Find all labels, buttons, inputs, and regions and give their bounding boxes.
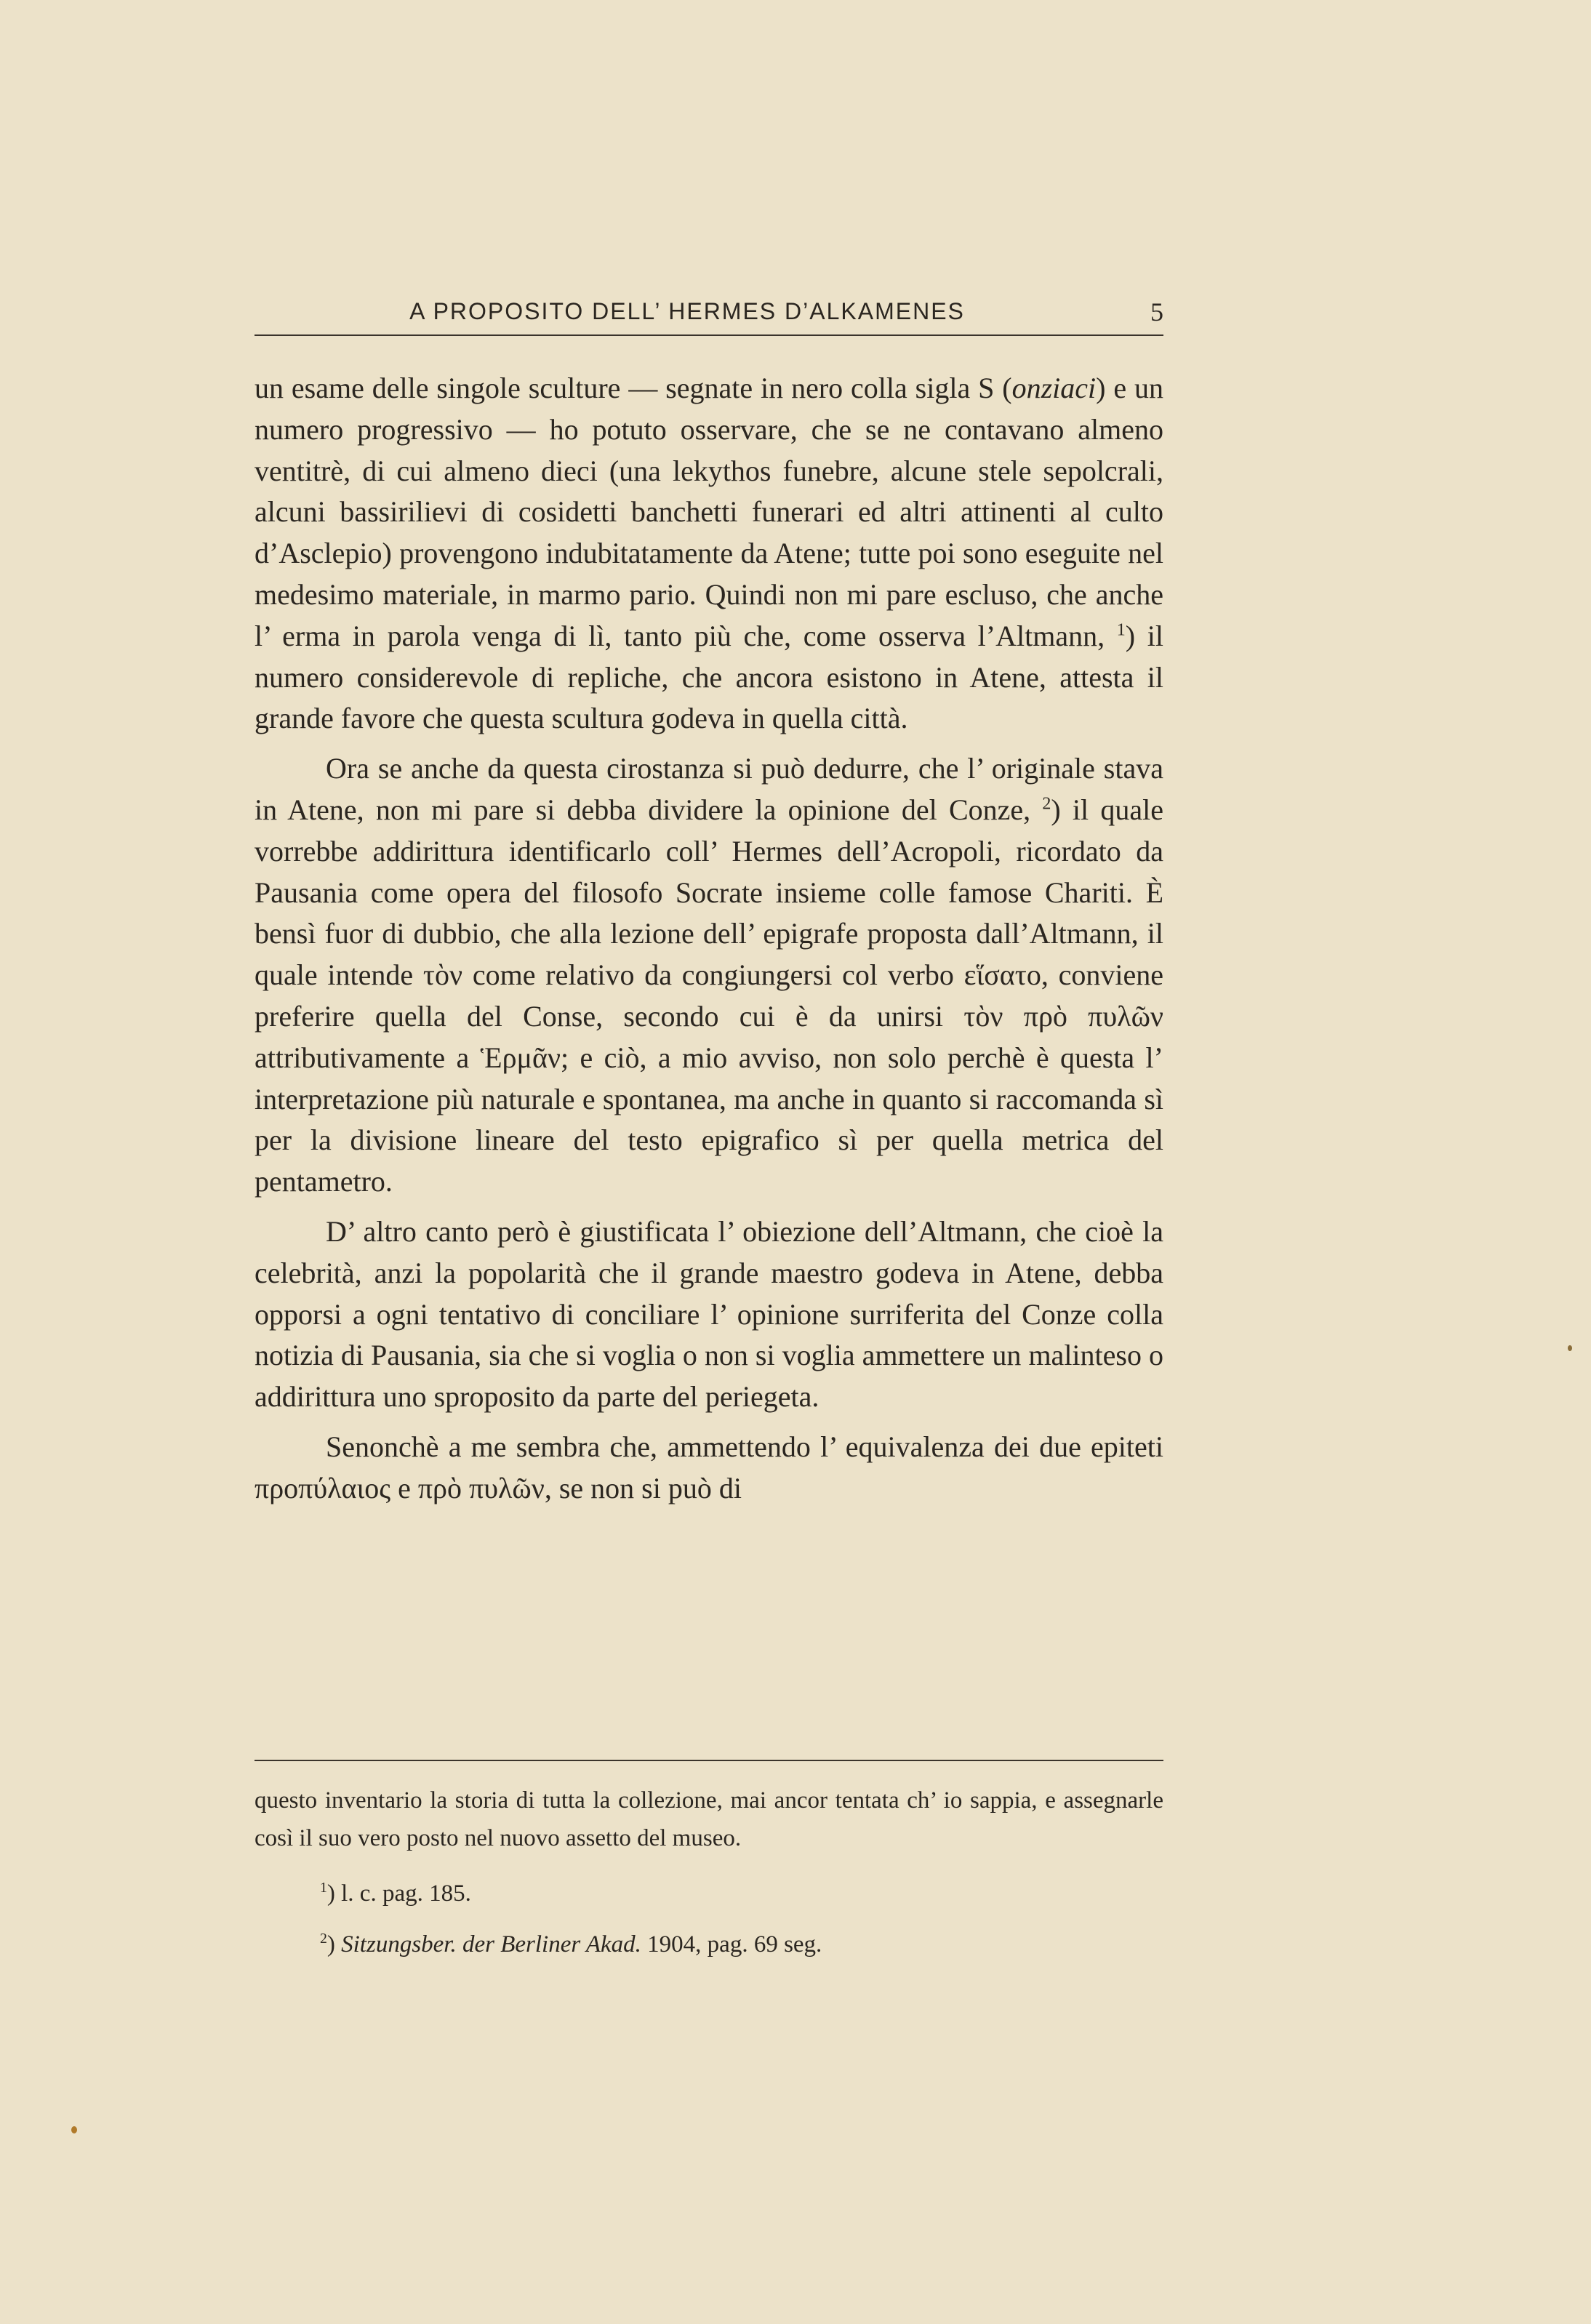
footnote-list xyxy=(255,1878,1163,1960)
text-run: Ora se anche da questa cirostanza si può dedurre, che l’ originale stava in Atene, non mi pare si debba dividere la opinione del Conze, xyxy=(255,752,1163,826)
paper-spot xyxy=(71,2126,77,2133)
main-text xyxy=(255,368,1163,1510)
paragraph xyxy=(255,368,1163,740)
footnote-marker: 1 xyxy=(320,1880,327,1896)
footnote xyxy=(255,1878,1163,1910)
italic-text: onziaci xyxy=(1011,372,1097,404)
text-run: l. c. pag. 185. xyxy=(341,1880,471,1907)
footnote-marker-paren: ) xyxy=(326,1931,342,1958)
paragraph xyxy=(255,1211,1163,1418)
page-header xyxy=(255,294,1163,332)
footnote-reference: 2 xyxy=(1042,794,1051,814)
footnote-marker: 2 xyxy=(320,1931,327,1947)
text-run: ) il numero considerevole di repliche, che ancora esistono in Atene, attesta il grande favore che questa scultura godeva in quella città. xyxy=(255,619,1164,735)
footnote-rule xyxy=(255,1760,1163,1761)
paper-spot xyxy=(1568,1345,1572,1351)
footnote xyxy=(255,1928,1163,1960)
text-run: ) e un numero progressivo — ho potuto osservare, che se ne contavano almeno ventitrè, di cui almeno dieci (una lekythos funebre, alcune stele sepolcrali, alcuni bassirilievi di cosidetti banchetti funerari ed altri attinenti al culto d’Asclepio) provengono indubitatamente da Atene; tutte poi sono eseguite nel medesimo materiale, in marmo pario. Quindi non mi pare escluso, che anche l’ erma in parola venga di lì, tanto più che, come osserva l’Altmann, xyxy=(255,372,1163,652)
paragraph xyxy=(255,1427,1163,1510)
text-run: D’ altro canto però è giustificata l’ obiezione dell’Altmann, che cioè la celebrità, anzi la popolarità che il grande maestro godeva in Atene, debba opporsi a ogni tentativo di conciliare l’ opinione surriferita del Conze colla notizia di Pausania, sia che si voglia o non si voglia ammettere un malinteso o addirittura uno sproposito da parte del periegeta. xyxy=(255,1214,1163,1414)
footnote-marker-paren: ) xyxy=(326,1880,342,1907)
text-run: un esame delle singole sculture — segnate in nero colla sigla S ( xyxy=(255,372,1012,404)
paragraph xyxy=(255,748,1163,1203)
text-run: ) il quale vorrebbe addirittura identificarlo coll’ Hermes dell’Acropoli, ricordato da Pausania come opera del filosofo Socrate insieme colle famose Chariti. È bensì fuor di dubbio, che alla lezione dell’ epigrafe proposta dall’Altmann, il quale intende τὸν come relativo da congiungersi col verbo εἵσατο, conviene preferire quella del Conse, secondo cui è da unirsi τὸν πρὸ πυλῶν attributivamente a Ἑρμᾶν; e ciò, a mio avviso, non solo perchè è questa l’ interpretazione più naturale e spontanea, ma anche in quanto si raccomanda sì per la divisione lineare del testo epigrafico sì per quella metrica del pentametro. xyxy=(255,793,1163,1198)
footnote-continuation: questo inventario la storia di tutta la collezione, mai ancor tentata ch’ io sappia, e assegnarle così il suo vero posto nel nuovo assetto del museo. xyxy=(255,1787,1163,1851)
italic-text: Sitzungsber. der Berliner Akad. xyxy=(341,1931,641,1958)
page-number: 5 xyxy=(1150,297,1163,326)
footnote-reference: 1 xyxy=(1116,620,1126,640)
text-run: 1904, pag. 69 seg. xyxy=(641,1931,822,1958)
running-title: A PROPOSITO DELL’ HERMES D’ALKAMENES xyxy=(409,298,965,324)
footnotes xyxy=(255,1782,1163,1960)
header-rule xyxy=(255,334,1163,336)
text-run: Senonchè a me sembra che, ammettendo l’ equivalenza dei due epiteti προπύλαιος e πρὸ πυλῶν, se non si può di xyxy=(255,1430,1163,1504)
